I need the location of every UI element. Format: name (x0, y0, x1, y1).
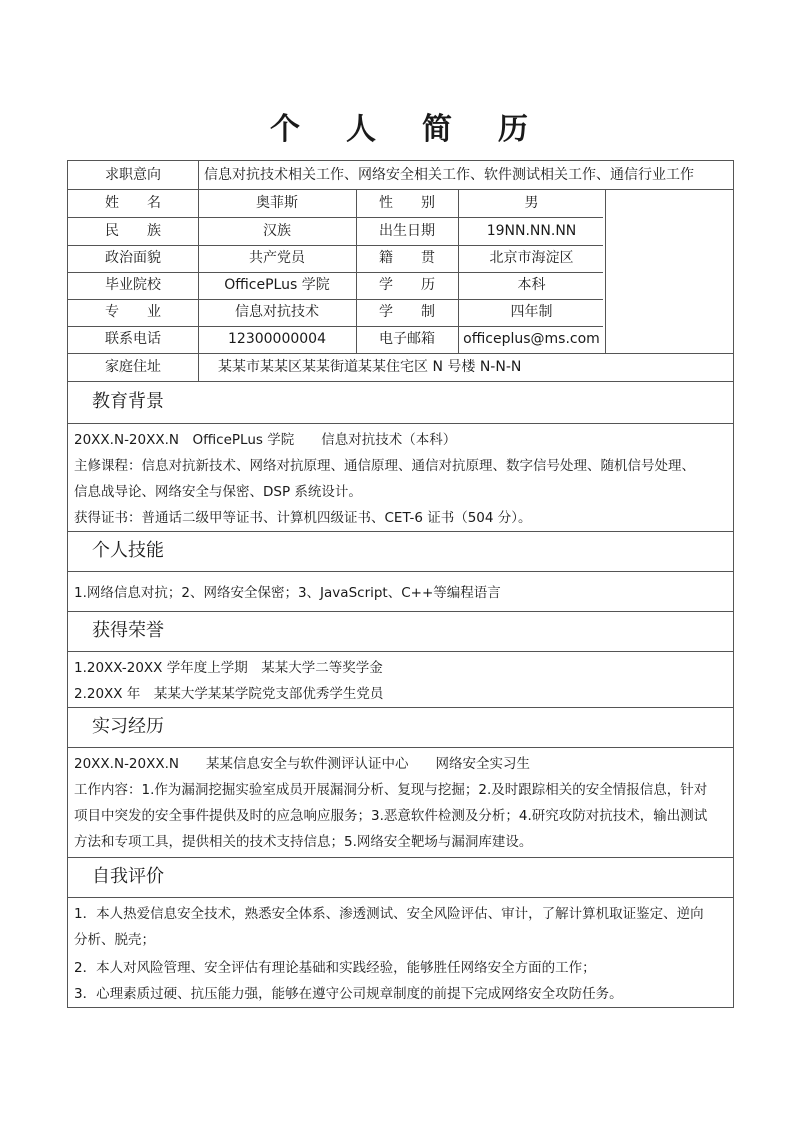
phone-label: 联系电话 (105, 331, 161, 347)
ethnicity-value: 汉族 (263, 223, 291, 239)
grid-line (68, 531, 733, 532)
section-heading-honors: 获得荣誉 (92, 620, 164, 641)
grid-line (68, 381, 733, 382)
birthdate-value: 19NN.NN.NN (486, 223, 577, 239)
self-eval-line: 2．本人对风险管理、安全评估有理论基础和实践经验，能够胜任网络安全方面的工作； (74, 960, 596, 976)
grid-line (68, 857, 733, 858)
name-label: 姓 名 (105, 195, 161, 211)
resume-title (0, 108, 800, 152)
resume-table (67, 160, 734, 1008)
job-intent-label: 求职意向 (105, 167, 161, 183)
honors-line: 1.20XX-20XX 学年度上学期 某某大学二等奖学金 (74, 660, 383, 676)
email-value: officeplus@ms.com (463, 331, 600, 347)
grid-line (68, 897, 733, 898)
phone-value: 12300000004 (228, 331, 326, 347)
section-heading-internship: 实习经历 (92, 716, 164, 737)
section-heading-self-eval: 自我评价 (92, 866, 164, 887)
grid-line (68, 707, 733, 708)
title-char: 人 (346, 112, 378, 147)
title-char: 个 (270, 112, 302, 147)
title-char: 历 (498, 112, 530, 147)
major-value: 信息对抗技术 (235, 304, 319, 320)
internship-line: 项目中突发的安全事件提供及时的应急响应服务；3.恶意软件检测及分析；4.研究攻防对抗技术，输出测试 (74, 808, 708, 824)
section-heading-education: 教育背景 (92, 391, 164, 412)
name-value: 奥菲斯 (256, 195, 298, 211)
internship-line: 方法和专项工具，提供相关的技术支持信息；5.网络安全靶场与漏洞库建设。 (74, 834, 533, 850)
grid-line (68, 571, 733, 572)
honors-line: 2.20XX 年 某某大学某某学院党支部优秀学生党员 (74, 686, 384, 702)
education-line: 主修课程：信息对抗新技术、网络对抗原理、通信原理、通信对抗原理、数字信号处理、随机信号处理、 (74, 458, 695, 474)
political-status-value: 共产党员 (249, 250, 305, 266)
section-heading-skills: 个人技能 (92, 540, 164, 561)
political-status-label: 政治面貌 (105, 250, 161, 266)
degree-value: 本科 (517, 277, 546, 293)
internship-line: 工作内容：1.作为漏洞挖掘实验室成员开展漏洞分析、复现与挖掘；2.及时跟踪相关的安全情报信息，针对 (74, 782, 708, 798)
ethnicity-label: 民 族 (105, 223, 161, 239)
address-label: 家庭住址 (105, 359, 161, 375)
self-eval-line: 分析、脱壳； (74, 932, 155, 948)
email-label: 电子邮箱 (379, 331, 435, 347)
school-label: 毕业院校 (105, 277, 161, 293)
grid-line (605, 189, 606, 353)
school-value: OfficePLus 学院 (224, 277, 330, 293)
education-line: 20XX.N-20XX.N OfficePLus 学院 信息对抗技术（本科） (74, 432, 457, 448)
internship-line: 20XX.N-20XX.N 某某信息安全与软件测评认证中心 网络安全实习生 (74, 756, 530, 772)
skills-line: 1.网络信息对抗；2、网络安全保密；3、JavaScript、C++等编程语言 (74, 585, 501, 601)
duration-label: 学 制 (379, 304, 435, 320)
gender-value: 男 (524, 195, 539, 211)
gender-label: 性 别 (379, 195, 435, 211)
hometown-label: 籍 贯 (379, 250, 435, 266)
education-line: 信息战导论、网络安全与保密、DSP 系统设计。 (74, 484, 362, 500)
degree-label: 学 历 (379, 277, 435, 293)
major-label: 专 业 (105, 304, 161, 320)
job-intent-value: 信息对抗技术相关工作、网络安全相关工作、软件测试相关工作、通信行业工作 (204, 167, 694, 183)
self-eval-line: 3．心理素质过硬、抗压能力强，能够在遵守公司规章制度的前提下完成网络安全攻防任务。 (74, 986, 623, 1002)
duration-value: 四年制 (510, 304, 553, 320)
self-eval-line: 1．本人热爱信息安全技术，熟悉安全体系、渗透测试、安全风险评估、审计，了解计算机取证鉴定、逆向 (74, 906, 704, 922)
title-char: 简 (422, 112, 454, 147)
hometown-value: 北京市海淀区 (489, 250, 574, 266)
education-line: 获得证书：普通话二级甲等证书、计算机四级证书、CET-6 证书（504 分）。 (74, 510, 532, 526)
birthdate-label: 出生日期 (379, 223, 435, 239)
address-value: 某某市某某区某某街道某某住宅区 N 号楼 N-N-N (218, 359, 522, 375)
grid-line (68, 423, 733, 424)
grid-line (68, 747, 733, 748)
grid-line (68, 651, 733, 652)
grid-line (68, 611, 733, 612)
